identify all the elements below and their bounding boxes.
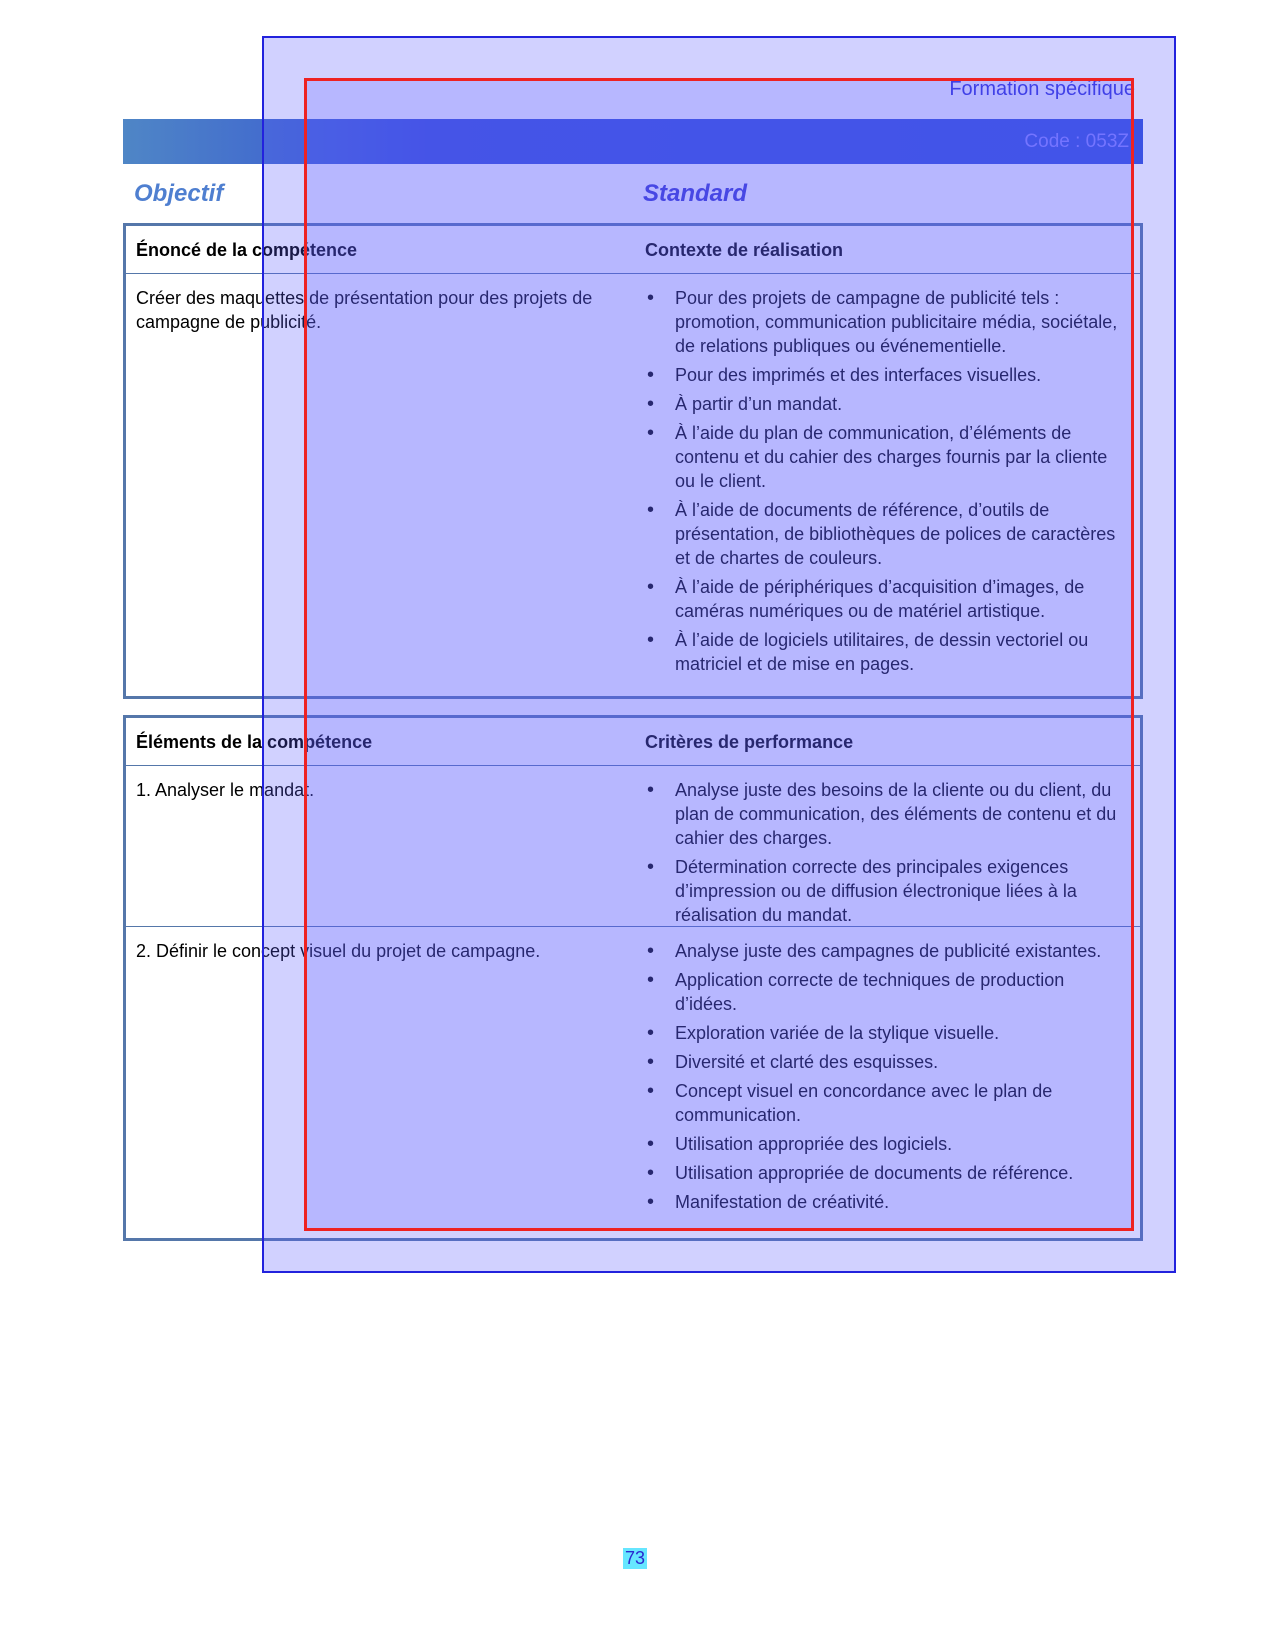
- element-2-label: 2. Définir le concept visuel du projet de campagne.: [136, 941, 541, 961]
- list-item: • Pour des projets de campagne de publicité tels : promotion, communication publicitaire média, sociétale, de relations publiques ou événementielle.: [645, 286, 1125, 358]
- header-formation: Formation spécifique: [949, 78, 1135, 100]
- list-item: • Pour des imprimés et des interfaces visuelles.: [645, 363, 1125, 387]
- elements-table: [123, 715, 1143, 1241]
- table-header-row: [126, 226, 1140, 274]
- list-item: • Utilisation appropriée de documents de référence.: [645, 1161, 1125, 1185]
- list-item: • Concept visuel en concordance avec le plan de communication.: [645, 1079, 1125, 1127]
- contexte-title: Contexte de réalisation: [645, 240, 844, 260]
- list-item: • Exploration variée de la stylique visuelle.: [645, 1021, 1125, 1045]
- element-2-criteres: [645, 939, 1125, 1219]
- list-item: • À l’aide de documents de référence, d’outils de présentation, de bibliothèques de polices de caractères et de chartes de couleurs.: [645, 498, 1125, 570]
- list-item: • Diversité et clarté des esquisses.: [645, 1050, 1125, 1074]
- elements-title: Éléments de la compétence: [136, 732, 373, 752]
- list-item: • Analyse juste des campagnes de publicité existantes.: [645, 939, 1125, 963]
- list-item: • À l’aide de périphériques d’acquisition d’images, de caméras numériques ou de matériel artistique.: [645, 575, 1125, 623]
- element-1-criteres: [645, 778, 1125, 932]
- list-item: • Analyse juste des besoins de la cliente ou du client, du plan de communication, des éléments de contenu et du cahier des charges.: [645, 778, 1125, 850]
- list-item: • À partir d’un mandat.: [645, 392, 1125, 416]
- row-divider: [126, 926, 1140, 927]
- competence-table: [123, 223, 1143, 699]
- element-1-label: 1. Analyser le mandat.: [136, 780, 315, 800]
- contexte-list: [645, 286, 1125, 681]
- competence-statement: Créer des maquettes de présentation pour des projets de campagne de publicité.: [136, 288, 593, 332]
- page-number: 73: [625, 1548, 646, 1568]
- list-item: • Utilisation appropriée des logiciels.: [645, 1132, 1125, 1156]
- list-item: • Manifestation de créativité.: [645, 1190, 1125, 1214]
- list-item: • À l’aide du plan de communication, d’éléments de contenu et du cahier des charges fournis par la cliente ou le client.: [645, 421, 1125, 493]
- list-item: • Détermination correcte des principales exigences d’impression ou de diffusion électronique liées à la réalisation du mandat.: [645, 855, 1125, 927]
- enonce-title: Énoncé de la compétence: [136, 240, 358, 260]
- list-item: • À l’aide de logiciels utilitaires, de dessin vectoriel ou matriciel et de mise en pages.: [645, 628, 1125, 676]
- standard-heading: Standard: [643, 180, 748, 207]
- criteres-title: Critères de performance: [645, 732, 854, 752]
- code-text: Code : 053Z: [1024, 131, 1129, 152]
- objectif-heading: Objectif: [134, 180, 224, 207]
- code-bar: [123, 119, 1143, 164]
- list-item: • Application correcte de techniques de production d’idées.: [645, 968, 1125, 1016]
- table-header-row: [126, 718, 1140, 766]
